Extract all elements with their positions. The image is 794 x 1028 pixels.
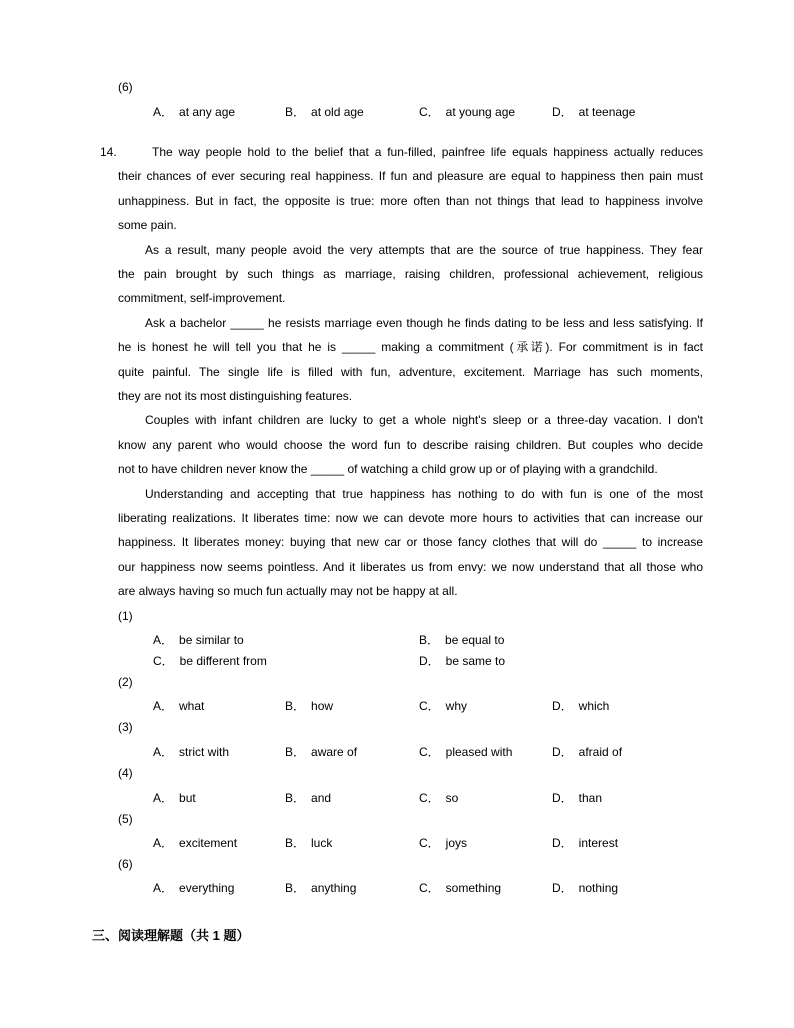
option-letter: C． <box>419 699 440 713</box>
prev-subquestion-label: (6) <box>118 80 133 94</box>
option-text: afraid of <box>578 745 623 759</box>
option-text: than <box>578 791 603 805</box>
option-letter: A． <box>153 633 174 647</box>
option-letter: C． <box>419 881 440 895</box>
option-text: excitement <box>179 836 238 850</box>
subquestion-label-3: (3) <box>118 720 133 734</box>
option-letter: B． <box>285 699 306 713</box>
sq5-option-c[interactable] <box>419 834 467 851</box>
prev-option-d[interactable] <box>552 103 635 120</box>
option-text: but <box>179 791 196 805</box>
option-letter: B． <box>285 105 306 119</box>
sq1-option-a[interactable] <box>153 631 244 648</box>
option-letter: B． <box>285 791 306 805</box>
passage-line: happiness. It liberates money: buying that new car or those fancy clothes that will do _____ to increase <box>118 535 703 550</box>
option-text: be same to <box>445 654 506 668</box>
sq6-option-b[interactable] <box>285 879 356 896</box>
passage-line: quite painful. The single life is filled with fun, adventure, excitement. Marriage has such moments, <box>118 364 703 379</box>
passage-line: are always having so much fun actually may not be happy at all. <box>118 584 458 599</box>
option-letter: B． <box>419 633 440 647</box>
option-text: anything <box>311 881 357 895</box>
option-text: at teenage <box>578 105 636 119</box>
option-text: everything <box>179 881 235 895</box>
option-letter: C． <box>419 745 440 759</box>
passage-line: some pain. <box>118 218 177 233</box>
option-letter: B． <box>285 881 306 895</box>
option-letter: C． <box>419 836 440 850</box>
passage-paragraph-3 <box>118 311 703 409</box>
option-text: be similar to <box>179 633 244 647</box>
option-letter: D． <box>552 745 573 759</box>
sq2-option-c[interactable] <box>419 697 467 714</box>
prev-option-b[interactable] <box>285 103 364 120</box>
option-text: be different from <box>179 654 267 668</box>
option-text: what <box>179 699 205 713</box>
passage-line: the pain brought by such things as marriage, raising children, professional achievement, religious <box>118 266 703 281</box>
passage-line: As a result, many people avoid the very attempts that are the source of true happiness. They fear <box>145 242 703 257</box>
option-text: which <box>578 699 610 713</box>
option-text: interest <box>578 836 619 850</box>
passage-line: they are not its most distinguishing features. <box>118 388 353 403</box>
option-letter: D． <box>552 881 573 895</box>
sq4-option-d[interactable] <box>552 789 602 806</box>
option-text: and <box>311 791 332 805</box>
option-text: something <box>445 881 502 895</box>
option-letter: A． <box>153 745 174 759</box>
sq3-option-d[interactable] <box>552 743 622 760</box>
option-letter: D． <box>552 791 573 805</box>
sq6-option-a[interactable] <box>153 879 234 896</box>
option-letter: D． <box>552 836 573 850</box>
subquestion-label-5: (5) <box>118 812 133 826</box>
passage-paragraph-2 <box>118 238 703 311</box>
sq6-option-c[interactable] <box>419 879 501 896</box>
subquestion-label-4: (4) <box>118 766 133 780</box>
passage-line: unhappiness. But in fact, the opposite is true: more often than not things that lead to happiness involve <box>118 193 703 208</box>
option-text: how <box>311 699 334 713</box>
option-text: so <box>445 791 459 805</box>
passage-line: Ask a bachelor _____ he resists marriage even though he finds dating to be less and less satisfying. If <box>145 315 703 330</box>
passage-line: Couples with infant children are lucky to get a whole night's sleep or a three-day vacation. I don't <box>145 413 703 428</box>
subquestion-label-1: (1) <box>118 609 133 623</box>
option-letter: B． <box>285 745 306 759</box>
sq3-option-c[interactable] <box>419 743 512 760</box>
option-text: be equal to <box>445 633 505 647</box>
prev-option-a[interactable] <box>153 103 235 120</box>
passage-line: commitment, self-improvement. <box>118 291 286 306</box>
prev-option-c[interactable] <box>419 103 515 120</box>
option-text: aware of <box>311 745 358 759</box>
subquestion-label-6: (6) <box>118 857 133 871</box>
sq1-option-d[interactable] <box>419 652 505 669</box>
sq5-option-b[interactable] <box>285 834 332 851</box>
passage-line: liberating realizations. It liberates time: now we can devote more hours to activities that can increase our <box>118 510 703 525</box>
passage-line: Understanding and accepting that true happiness has nothing to do with fun is one of the most <box>145 486 703 501</box>
option-letter: B． <box>285 836 306 850</box>
sq5-option-a[interactable] <box>153 834 237 851</box>
passage-paragraph-1 <box>118 140 703 238</box>
option-text: joys <box>445 836 468 850</box>
sq2-option-d[interactable] <box>552 697 609 714</box>
option-text: luck <box>311 836 333 850</box>
subquestion-label-2: (2) <box>118 675 133 689</box>
option-letter: C． <box>153 654 174 668</box>
sq4-option-c[interactable] <box>419 789 458 806</box>
option-text: at old age <box>311 105 364 119</box>
option-text: nothing <box>578 881 619 895</box>
option-letter: D． <box>419 654 440 668</box>
sq2-option-a[interactable] <box>153 697 204 714</box>
option-letter: A． <box>153 699 174 713</box>
passage-paragraph-5 <box>118 482 703 604</box>
sq1-option-c[interactable] <box>153 652 267 669</box>
option-text: at young age <box>445 105 516 119</box>
sq5-option-d[interactable] <box>552 834 618 851</box>
sq6-option-d[interactable] <box>552 879 618 896</box>
section-heading: 三、阅读理解题（共 1 题） <box>92 928 250 943</box>
option-letter: A． <box>153 105 174 119</box>
option-letter: C． <box>419 791 440 805</box>
option-text: at any age <box>179 105 236 119</box>
passage-line: know any parent who would choose the word fun to describe raising children. But couples who decide <box>118 437 703 452</box>
option-letter: C． <box>419 105 440 119</box>
passage-line: our happiness now seems pointless. And it liberates us from envy: we now understand that all those who <box>118 559 703 574</box>
option-text: why <box>445 699 468 713</box>
sq2-option-b[interactable] <box>285 697 333 714</box>
option-letter: A． <box>153 881 174 895</box>
option-letter: D． <box>552 699 573 713</box>
passage-line: The way people hold to the belief that a fun-filled, painfree life equals happiness actually reduces <box>152 145 703 159</box>
option-letter: A． <box>153 836 174 850</box>
option-text: pleased with <box>445 745 513 759</box>
sq4-option-b[interactable] <box>285 789 331 806</box>
passage-line: he is honest he will tell you that he is _____ making a commitment (承诺). For commitment is in fact <box>118 340 703 355</box>
sq4-option-a[interactable] <box>153 789 196 806</box>
sq3-option-a[interactable] <box>153 743 229 760</box>
sq3-option-b[interactable] <box>285 743 357 760</box>
option-letter: D． <box>552 105 573 119</box>
passage-line: their chances of ever securing real happiness. If fun and pleasure are equal to happiness then pain must <box>118 169 703 184</box>
question-number: 14. <box>100 145 117 159</box>
option-text: strict with <box>179 745 230 759</box>
passage-line: not to have children never know the _____ of watching a child grow up or of playing with a grandchild. <box>118 462 658 477</box>
sq1-option-b[interactable] <box>419 631 504 648</box>
option-letter: A． <box>153 791 174 805</box>
passage-paragraph-4 <box>118 408 703 481</box>
